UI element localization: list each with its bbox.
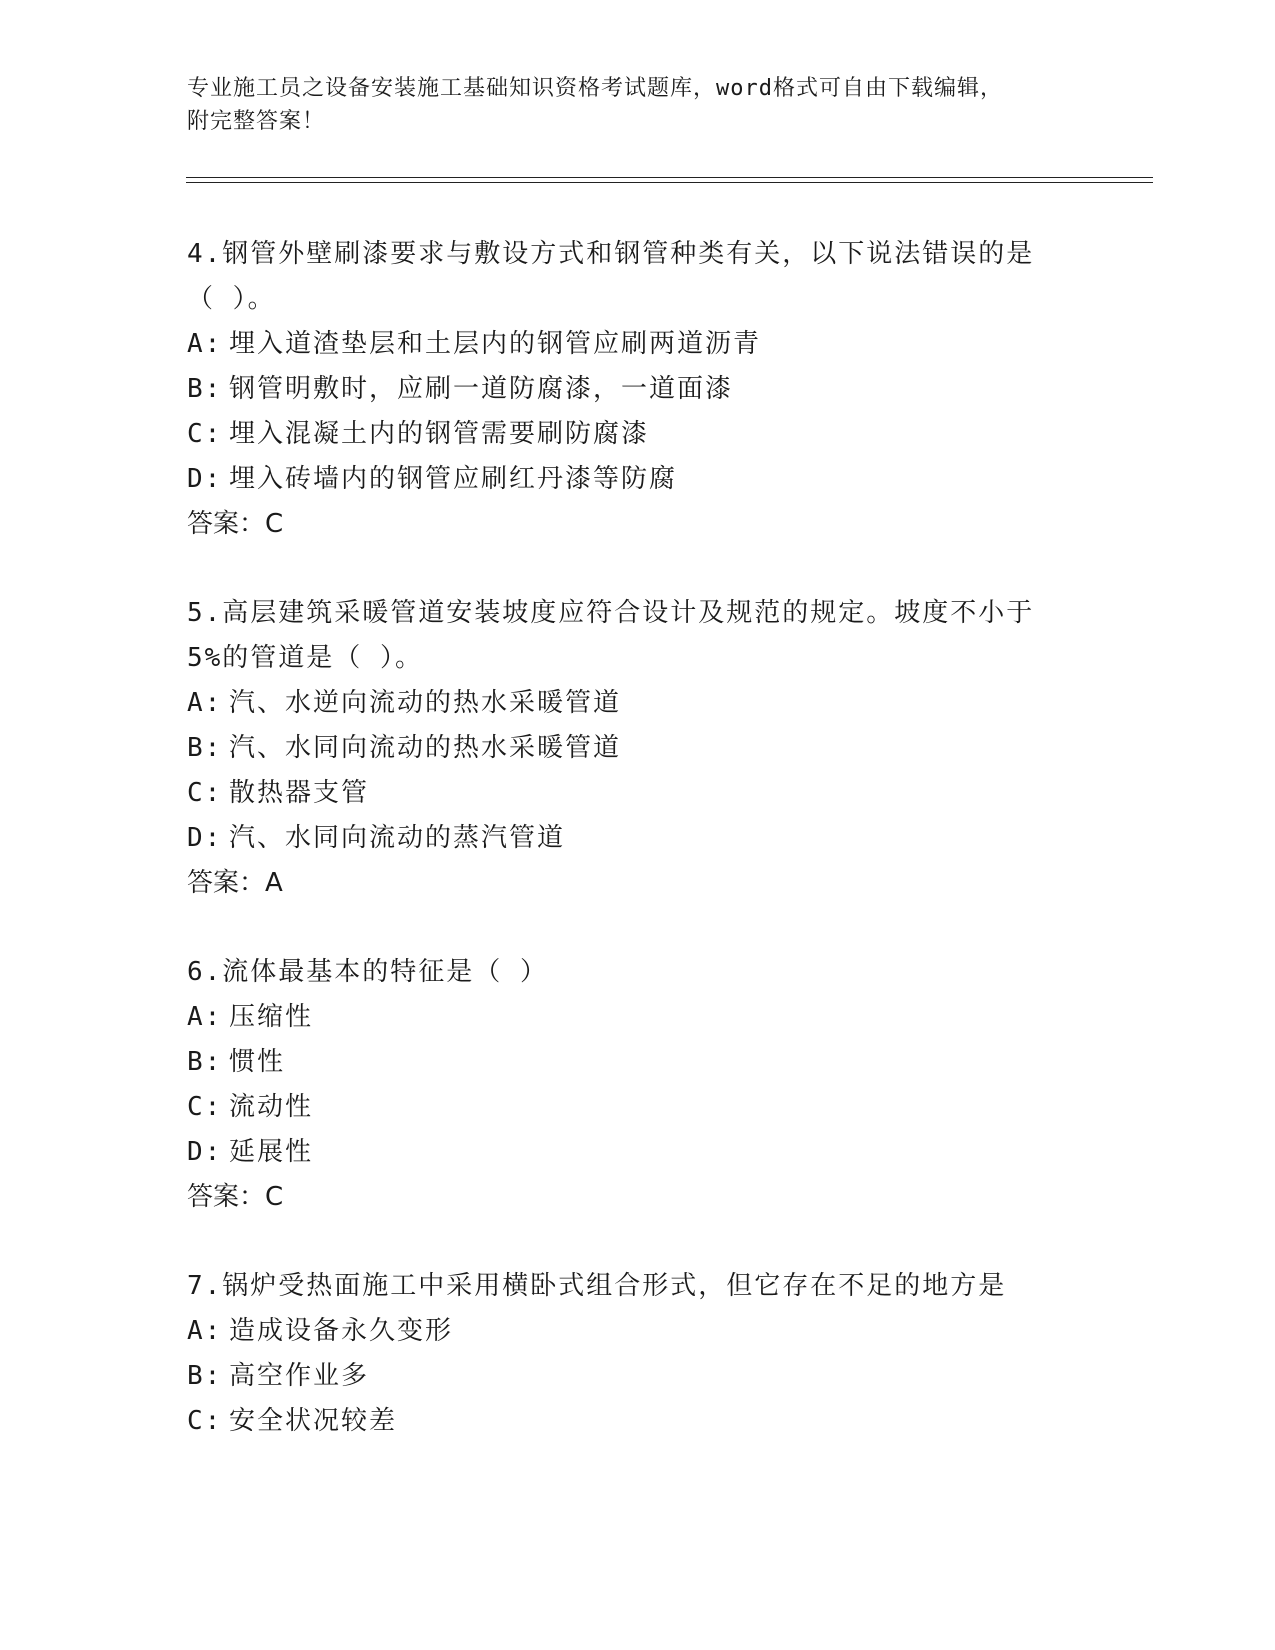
question-stem: 5.高层建筑采暖管道安装坡度应符合设计及规范的规定。坡度不小于 5%的管道是（ ）。 — [187, 598, 1035, 673]
option-a: A: 汽、水逆向流动的热水采暖管道 — [187, 688, 622, 718]
question-stem: 4.钢管外壁刷漆要求与敷设方式和钢管种类有关，以下说法错误的是 （ ）。 — [187, 239, 1035, 314]
option-c: C: 安全状况较差 — [187, 1406, 398, 1436]
question-stem: 7.锅炉受热面施工中采用横卧式组合形式，但它存在不足的地方是 — [187, 1271, 1007, 1301]
question-5 — [187, 591, 1087, 906]
option-a: A: 压缩性 — [187, 1002, 314, 1032]
option-b: B: 汽、水同向流动的热水采暖管道 — [187, 733, 622, 763]
answer: 答案：A — [187, 868, 283, 898]
option-a: A: 埋入道渣垫层和土层内的钢管应刷两道沥青 — [187, 329, 762, 359]
question-4 — [187, 232, 1087, 547]
option-d: D: 延展性 — [187, 1137, 314, 1167]
question-7 — [187, 1264, 1087, 1444]
header-line-1: 专业施工员之设备安装施工基础知识资格考试题库，word格式可自由下载编辑， — [187, 76, 1003, 101]
question-list — [187, 232, 1087, 1488]
option-d: D: 汽、水同向流动的蒸汽管道 — [187, 823, 566, 853]
question-stem: 6.流体最基本的特征是（ ） — [187, 957, 548, 987]
header-line-2: 附完整答案！ — [187, 109, 326, 134]
option-c: C: 埋入混凝土内的钢管需要刷防腐漆 — [187, 419, 650, 449]
option-c: C: 散热器支管 — [187, 778, 370, 808]
option-b: B: 惯性 — [187, 1047, 286, 1077]
answer: 答案：C — [187, 1182, 284, 1212]
page-header — [187, 72, 1087, 138]
question-6 — [187, 950, 1087, 1220]
option-b: B: 钢管明敷时，应刷一道防腐漆，一道面漆 — [187, 374, 734, 404]
option-b: B: 高空作业多 — [187, 1361, 370, 1391]
option-c: C: 流动性 — [187, 1092, 314, 1122]
answer: 答案：C — [187, 509, 284, 539]
option-d: D: 埋入砖墙内的钢管应刷红丹漆等防腐 — [187, 464, 678, 494]
option-a: A: 造成设备永久变形 — [187, 1316, 454, 1346]
header-divider — [186, 177, 1153, 183]
